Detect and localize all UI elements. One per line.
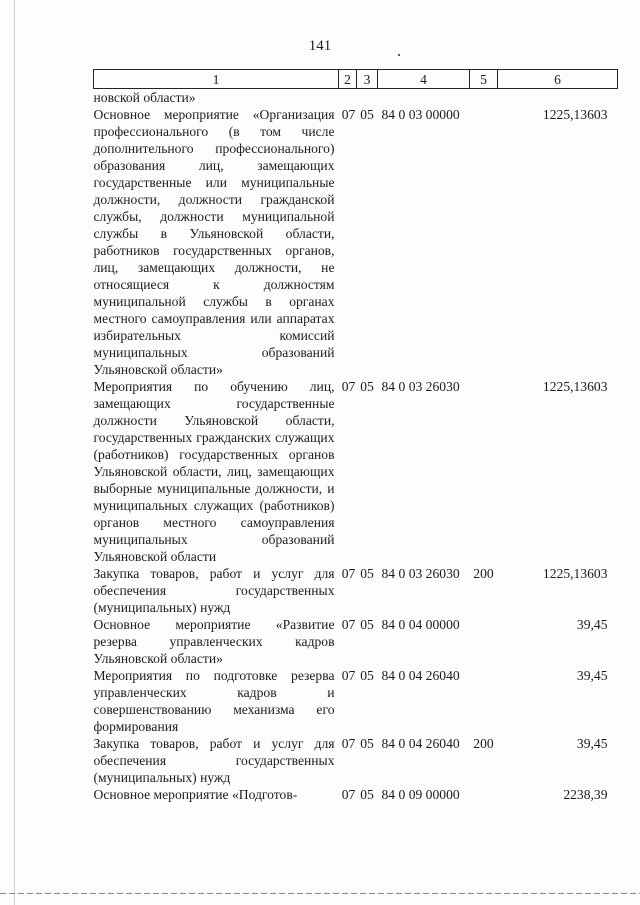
header-col-2: 2 bbox=[339, 70, 357, 89]
row-amount: 39,45 bbox=[576, 668, 608, 683]
row-subsection-code bbox=[357, 89, 378, 107]
header-col-6: 6 bbox=[498, 70, 618, 89]
page-number: 141 bbox=[308, 38, 332, 54]
scan-bottom-dashed-line bbox=[0, 893, 640, 894]
header-col-5: 5 bbox=[470, 70, 498, 89]
table-row bbox=[94, 106, 618, 378]
row-section-code: 07 bbox=[341, 617, 356, 632]
row-section-code: 07 bbox=[341, 736, 356, 751]
row-target-article-code: 84 0 03 26030 bbox=[381, 566, 460, 581]
row-expense-type-code: 200 bbox=[473, 736, 494, 751]
row-target-article-code: 84 0 04 26040 bbox=[381, 668, 460, 683]
row-target-article-code: 84 0 09 00000 bbox=[381, 787, 460, 802]
row-description: Основное мероприятие «Подготов- bbox=[93, 787, 298, 802]
row-section-code: 07 bbox=[341, 668, 356, 683]
table-row bbox=[94, 89, 618, 107]
row-target-article-code bbox=[378, 89, 470, 107]
table-row bbox=[94, 565, 618, 616]
table-row bbox=[94, 786, 618, 803]
row-target-article-code: 84 0 03 26030 bbox=[381, 379, 460, 394]
row-amount: 39,45 bbox=[576, 617, 608, 632]
row-section-code: 07 bbox=[341, 787, 356, 802]
table-row bbox=[94, 378, 618, 565]
row-description: Мероприятия по обучению лиц, замещающих государственные должности Ульяновской области, государственных гражданских служащих (работников) государственных органов Ульяновской области, лиц, замещающих выборные муниципальные должности, и муниципальных служащих (работников) органов местного самоуправления муниципальных образований Ульяновской области bbox=[93, 379, 335, 564]
row-subsection-code: 05 bbox=[360, 107, 374, 122]
row-amount: 1225,13603 bbox=[542, 566, 608, 581]
table-row bbox=[94, 735, 618, 786]
row-section-code: 07 bbox=[341, 566, 356, 581]
row-subsection-code: 05 bbox=[360, 787, 374, 802]
row-expense-type-code bbox=[470, 786, 498, 803]
row-expense-type-code bbox=[470, 667, 498, 735]
row-description: Основное мероприятие «Организация профессионального (в том числе дополнительного профессионального) образования лиц, замещающих государственные или муниципальные должности, должности гражданской службы, должности муниципальной службы в Ульяновской области, работников государственных органов, лиц, замещающих должности, не относящиеся к должностям муниципальной службы в органах местного самоуправления или аппаратах избирательных комиссий муниципальных образований Ульяновской области» bbox=[93, 107, 335, 377]
row-expense-type-code bbox=[470, 89, 498, 107]
row-target-article-code: 84 0 04 00000 bbox=[381, 617, 460, 632]
row-amount: 1225,13603 bbox=[542, 107, 608, 122]
row-subsection-code: 05 bbox=[360, 736, 374, 751]
row-description: новской области» bbox=[93, 90, 196, 105]
row-subsection-code: 05 bbox=[360, 668, 374, 683]
budget-table bbox=[93, 69, 618, 803]
row-subsection-code: 05 bbox=[360, 379, 374, 394]
row-description: Закупка товаров, работ и услуг для обеспечения государственных (муниципальных) нужд bbox=[93, 736, 335, 785]
table-row bbox=[94, 667, 618, 735]
row-description: Закупка товаров, работ и услуг для обеспечения государственных (муниципальных) нужд bbox=[93, 566, 335, 615]
row-section-code: 07 bbox=[341, 107, 356, 122]
header-col-4: 4 bbox=[378, 70, 470, 89]
row-section-code: 07 bbox=[341, 379, 356, 394]
row-amount: 2238,39 bbox=[563, 787, 608, 802]
row-expense-type-code bbox=[470, 106, 498, 378]
row-expense-type-code: 200 bbox=[473, 566, 494, 581]
row-expense-type-code bbox=[470, 616, 498, 667]
scan-speck bbox=[398, 54, 400, 56]
row-target-article-code: 84 0 03 00000 bbox=[381, 107, 460, 122]
row-amount: 39,45 bbox=[576, 736, 608, 751]
table-row bbox=[94, 616, 618, 667]
row-amount bbox=[498, 89, 618, 107]
row-description: Мероприятия по подготовке резерва управленческих кадров и совершенствованию механизма его формирования bbox=[93, 668, 335, 734]
header-col-3: 3 bbox=[357, 70, 378, 89]
row-subsection-code: 05 bbox=[360, 617, 374, 632]
table-header-row bbox=[94, 70, 618, 89]
table-body bbox=[94, 89, 618, 804]
header-col-1: 1 bbox=[94, 70, 339, 89]
row-expense-type-code bbox=[470, 378, 498, 565]
row-amount: 1225,13603 bbox=[542, 379, 608, 394]
row-subsection-code: 05 bbox=[360, 566, 374, 581]
row-target-article-code: 84 0 04 26040 bbox=[381, 736, 460, 751]
row-section-code bbox=[339, 89, 357, 107]
scan-edge-line bbox=[14, 0, 15, 905]
row-description: Основное мероприятие «Развитие резерва управленческих кадров Ульяновской области» bbox=[93, 617, 335, 666]
